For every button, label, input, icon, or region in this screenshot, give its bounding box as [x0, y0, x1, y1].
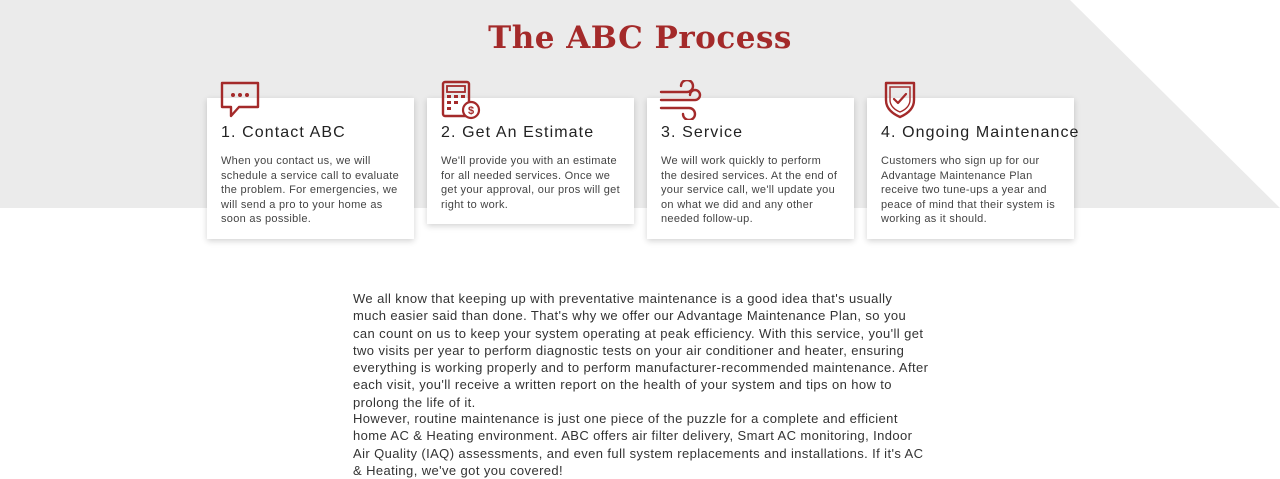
wind-icon: [659, 80, 703, 120]
step-card-contact: [207, 98, 414, 239]
services-paragraph: However, routine maintenance is just one piece of the puzzle for a complete and efficient home AC & Heating environment. ABC offers air filter delivery, Smart AC monitoring, Indoor Air Quality (IAQ) assessments, and even full system replacements and installations. If it's AC & Heating, we've got you covered!: [353, 411, 924, 478]
maintenance-paragraph: We all know that keeping up with preventative maintenance is a good idea that's usually much easier said than done. That's why we offer our Advantage Maintenance Plan, so you can count on us to keep your system operating at peak efficiency. With this service, you'll get two visits per year to perform diagnostic tests on your air conditioner and heater, ensuring everything is working properly and to perform manufacturer-recommended maintenance. After each visit, you'll receive a written report on the health of your system and tips on how to prolong the life of it.: [353, 291, 929, 410]
page-title: The ABC Process: [488, 20, 792, 56]
step-title: 4. Ongoing Maintenance: [881, 124, 1080, 141]
step-card-maintenance: [867, 98, 1080, 239]
chat-bubble-icon: [219, 80, 263, 120]
step-card-estimate: [427, 98, 634, 224]
step-title: 3. Service: [661, 124, 744, 141]
step-title: 1. Contact ABC: [221, 124, 346, 141]
step-title: 2. Get An Estimate: [441, 124, 595, 141]
shield-check-icon: [879, 80, 923, 120]
step-description: We'll provide you with an estimate for all needed services. Once we get your approval, our pros will get right to work.: [441, 155, 620, 211]
svg-text:$: $: [467, 105, 475, 117]
step-description: We will work quickly to perform the desired services. At the end of your service call, we'll update you on what we did and any other needed follow-up.: [661, 155, 838, 226]
step-description: Customers who sign up for our Advantage Maintenance Plan receive two tune-ups a year and peace of mind that their system is working as it should.: [881, 155, 1056, 226]
calculator-dollar-icon: [439, 80, 483, 120]
step-card-service: [647, 98, 854, 239]
step-description: When you contact us, we will schedule a service call to evaluate the problem. For emergencies, we will send a pro to your home as soon as possible.: [221, 155, 400, 226]
